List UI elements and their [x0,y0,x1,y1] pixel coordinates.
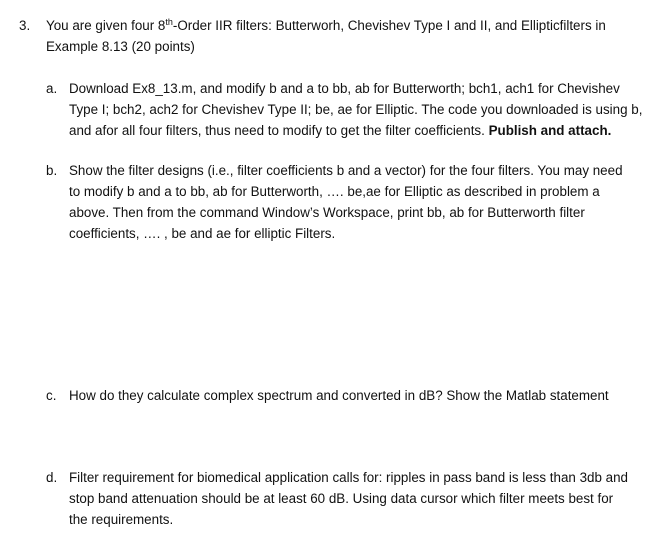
part-b-line: Show the filter designs (i.e., filter coefficients b and a vector) for the four filters. You may need [69,163,623,178]
part-b-letter: b. [46,163,58,178]
ordinal-superscript: th [165,17,173,27]
question-number: 3. [19,18,31,33]
part-b-line: coefficients, …. , be and ae for elliptic Filters. [69,226,336,241]
part-d-line: Filter requirement for biomedical application calls for: ripples in pass band is less than 3db and [69,470,628,485]
part-d-letter: d. [46,470,58,485]
part-b-line: above. Then from the command Window’s Workspace, print bb, ab for Butterworth filter [69,205,585,220]
part-a-line: and afor all four filters, thus need to modify to get the filter coefficients. Publish and attach. [69,123,612,138]
part-a-line: Download Ex8_13.m, and modify b and a to bb, ab for Butterworth; bch1, ach1 for Chevishev [69,81,620,96]
part-a-text [69,78,644,141]
question-line-2: Example 8.13 (20 points) [46,39,195,54]
part-b-text [69,160,644,244]
part-b-line: to modify b and a to bb, ab for Butterworth, …. be,ae for Elliptic as described in problem a [69,184,600,199]
part-d-line: the requirements. [69,512,174,527]
part-c-line: How do they calculate complex spectrum and converted in dB? Show the Matlab statement [69,388,609,403]
part-c-letter: c. [46,388,57,403]
question-text [46,15,646,57]
part-a-line: Type I; bch2, ach2 for Chevishev Type II; be, ae for Elliptic. The code you downloaded is using b, [69,102,643,117]
part-d-line: stop band attenuation should be at least 60 dB. Using data cursor which filter meets best for [69,491,614,506]
part-d-text [69,467,644,530]
question-line-1: You are given four 8th-Order IIR filters: Butterworh, Chevishev Type I and II, and Ellipticfilters in [46,17,606,33]
part-c-text [69,385,644,406]
part-a-letter: a. [46,81,58,96]
publish-attach-instruction: Publish and attach. [488,123,612,138]
